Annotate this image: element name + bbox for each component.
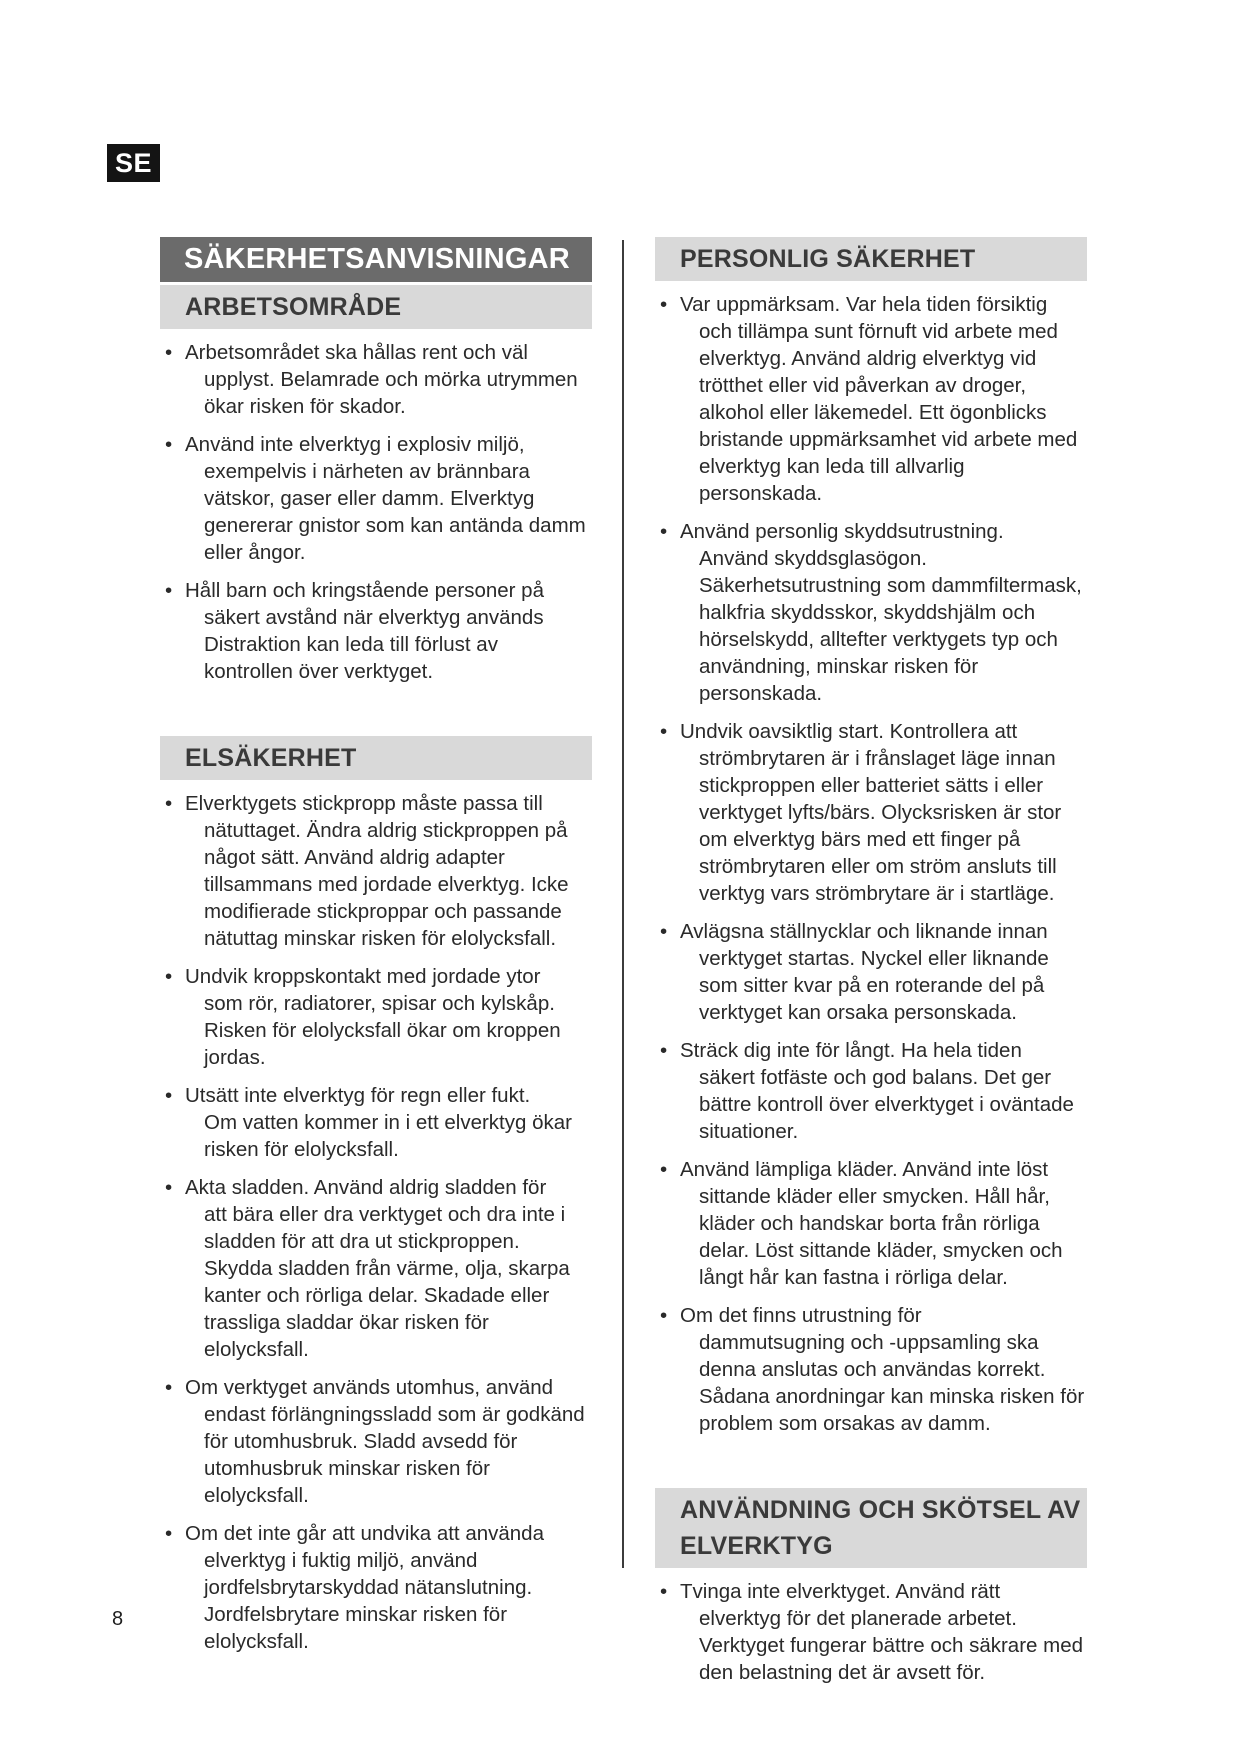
list-item xyxy=(160,431,592,566)
bullet-icon: • xyxy=(660,1304,668,1327)
list-item xyxy=(160,963,592,1071)
heading-usage-and-care: ANVÄNDNING OCH SKÖTSEL AV ELVERKTYG xyxy=(655,1488,1087,1568)
list-item xyxy=(655,1037,1087,1145)
item-text: Använd skyddsglasögon. Säkerhetsutrustning som dammfiltermask, halkfria skyddsskor, skyddshjälm och hörselskydd, alltefter verktygets typ och användning, minskar risken för personskada. xyxy=(699,547,1082,705)
item-lead: Använd personlig skyddsutrustning. xyxy=(680,520,1004,543)
bullet-icon: • xyxy=(165,1084,173,1107)
bullet-icon: • xyxy=(660,293,668,316)
heading-work-area: ARBETSOMRÅDE xyxy=(160,285,592,329)
list-item xyxy=(655,918,1087,1026)
bullet-icon: • xyxy=(660,920,668,943)
list-item xyxy=(655,518,1087,707)
item-lead: Undvik oavsiktlig start. Kontrollera att xyxy=(680,720,1018,743)
bullet-icon: • xyxy=(660,520,668,543)
column-divider xyxy=(622,240,624,1568)
item-lead: Om det inte går att undvika att använda xyxy=(185,1522,544,1545)
item-text: dammutsugning och -uppsamling ska denna anslutas och användas korrekt. Sådana anordningar kan minska risken för problem som orsakas av damm. xyxy=(699,1331,1085,1435)
list-item xyxy=(160,577,592,685)
item-text: nätuttaget. Ändra aldrig stickproppen på något sätt. Använd aldrig adapter tillsammans med jordade elverktyg. Icke modifierade stickproppar och passande nätuttag minskar risken för elolycksfall. xyxy=(204,819,569,950)
item-lead: Utsätt inte elverktyg för regn eller fukt. xyxy=(185,1084,531,1107)
item-lead: Avlägsna ställnycklar och liknande innan xyxy=(680,920,1048,943)
bullet-icon: • xyxy=(165,579,173,602)
item-text: som rör, radiatorer, spisar och kylskåp. Risken för elolycksfall ökar om kroppen jordas. xyxy=(204,992,561,1069)
list-item xyxy=(160,1082,592,1163)
item-text: Om vatten kommer in i ett elverktyg ökar risken för elolycksfall. xyxy=(204,1111,572,1161)
item-text: elverktyg i fuktig miljö, använd jordfelsbrytarskyddad nätanslutning. Jordfelsbrytare minskar risken för elolycksfall. xyxy=(204,1549,533,1653)
list-electrical-safety xyxy=(160,790,592,1655)
page-number: 8 xyxy=(112,1608,124,1630)
item-lead: Tvinga inte elverktyget. Använd rätt xyxy=(680,1580,1001,1603)
item-text: upplyst. Belamrade och mörka utrymmen ökar risken för skador. xyxy=(204,368,578,418)
list-usage-and-care xyxy=(655,1578,1087,1686)
bullet-icon: • xyxy=(165,341,173,364)
item-lead: Sträck dig inte för långt. Ha hela tiden xyxy=(680,1039,1022,1062)
language-tag: SE xyxy=(107,144,160,182)
list-personal-safety xyxy=(655,291,1087,1437)
bullet-icon: • xyxy=(165,1176,173,1199)
item-lead: Var uppmärksam. Var hela tiden försiktig xyxy=(680,293,1048,316)
list-item xyxy=(160,1520,592,1655)
list-item xyxy=(160,339,592,420)
bullet-icon: • xyxy=(165,1522,173,1545)
item-text: säkert fotfäste och god balans. Det ger bättre kontroll över elverktyget i oväntade situationer. xyxy=(699,1066,1074,1143)
list-item xyxy=(655,1302,1087,1437)
list-item xyxy=(655,1156,1087,1291)
list-item xyxy=(160,1374,592,1509)
heading-personal-safety: PERSONLIG SÄKERHET xyxy=(655,237,1087,281)
item-lead: Om verktyget används utomhus, använd xyxy=(185,1376,554,1399)
list-item xyxy=(655,718,1087,907)
item-text: säkert avstånd när elverktyg används Distraktion kan leda till förlust av kontrollen över verktyget. xyxy=(204,606,544,683)
list-item xyxy=(655,291,1087,507)
right-column xyxy=(655,237,1087,1697)
item-text: endast förlängningssladd som är godkänd för utomhusbruk. Sladd avsedd för utomhusbruk minskar risken för elolycksfall. xyxy=(204,1403,585,1507)
item-text: verktyget startas. Nyckel eller liknande som sitter kvar på en roterande del på verktyget kan orsaka personskada. xyxy=(699,947,1049,1024)
item-text: exempelvis i närheten av brännbara vätskor, gaser eller damm. Elverktyg genererar gnistor som kan antända damm eller ångor. xyxy=(204,460,586,564)
heading-electrical-safety: ELSÄKERHET xyxy=(160,736,592,780)
item-lead: Elverktygets stickpropp måste passa till xyxy=(185,792,543,815)
item-text: sittande kläder eller smycken. Håll hår, kläder och handskar borta från rörliga delar. Löst sittande kläder, smycken och långt hår kan fastna i rörliga delar. xyxy=(699,1185,1063,1289)
bullet-icon: • xyxy=(165,792,173,815)
item-text: strömbrytaren är i frånslaget läge innan stickproppen eller batteriet sätts i eller verktyget lyfts/bärs. Olycksrisken är stor om elverktyg bärs med ett finger på strömbrytaren eller om ström ansluts till verktyg vars strömbrytare är i startläge. xyxy=(699,747,1062,905)
item-lead: Om det finns utrustning för xyxy=(680,1304,922,1327)
bullet-icon: • xyxy=(660,1039,668,1062)
list-item xyxy=(160,790,592,952)
list-item xyxy=(655,1578,1087,1686)
item-lead: Akta sladden. Använd aldrig sladden för xyxy=(185,1176,547,1199)
list-item xyxy=(160,1174,592,1363)
item-lead: Använd lämpliga kläder. Använd inte löst xyxy=(680,1158,1049,1181)
list-work-area xyxy=(160,339,592,685)
bullet-icon: • xyxy=(660,1158,668,1181)
item-text: elverktyg för det planerade arbetet. Verktyget fungerar bättre och säkrare med den belastning det är avsett för. xyxy=(699,1607,1084,1684)
bullet-icon: • xyxy=(660,720,668,743)
left-column xyxy=(160,237,592,1666)
item-lead: Arbetsområdet ska hållas rent och väl xyxy=(185,341,528,364)
item-lead: Undvik kroppskontakt med jordade ytor xyxy=(185,965,541,988)
section-title-safety: SÄKERHETSANVISNINGAR xyxy=(160,237,592,285)
item-lead: Håll barn och kringstående personer på xyxy=(185,579,544,602)
bullet-icon: • xyxy=(165,1376,173,1399)
bullet-icon: • xyxy=(165,965,173,988)
item-lead: Använd inte elverktyg i explosiv miljö, xyxy=(185,433,525,456)
item-text: att bära eller dra verktyget och dra inte i sladden för att dra ut stickproppen. Skydda sladden från värme, olja, skarpa kanter och rörliga delar. Skadade eller trassliga sladdar ökar risken för elolycksfall. xyxy=(204,1203,570,1361)
bullet-icon: • xyxy=(660,1580,668,1603)
item-text: och tillämpa sunt förnuft vid arbete med elverktyg. Använd aldrig elverktyg vid trötthet eller vid påverkan av droger, alkohol eller läkemedel. Ett ögonblicks bristande uppmärksamhet vid arbete med elverktyg kan leda till allvarlig personskada. xyxy=(699,320,1078,505)
bullet-icon: • xyxy=(165,433,173,456)
